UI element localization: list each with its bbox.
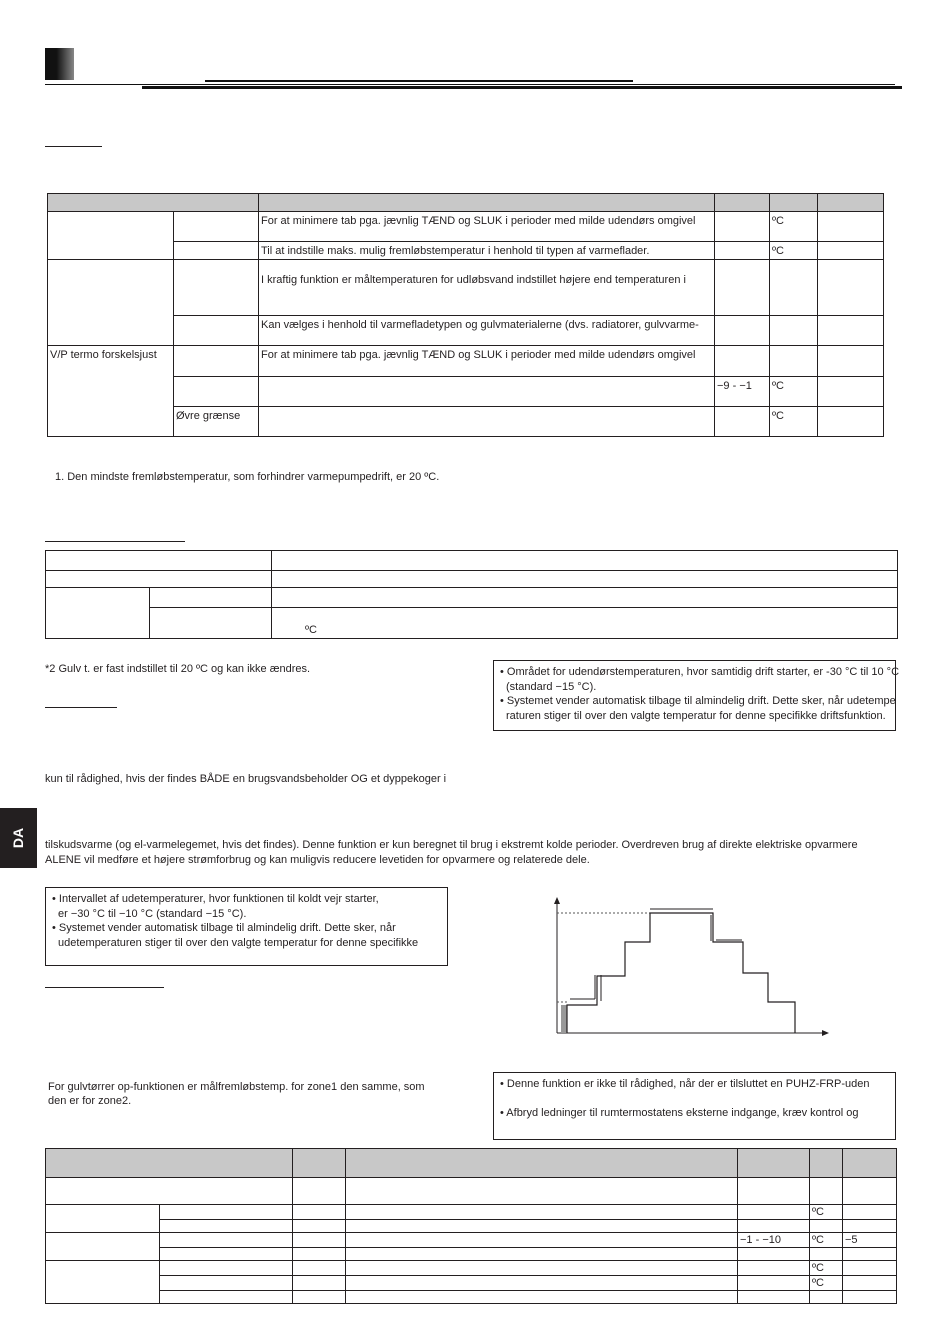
info-line: • Området for udendørstemperaturen, hvor samtidig drift starter, er -30 °C til 10 °C	[500, 666, 900, 678]
table-row	[48, 242, 884, 260]
table-header-row	[46, 1149, 897, 1178]
table-row	[48, 346, 884, 377]
table-cell	[770, 260, 818, 316]
table-cell	[174, 377, 259, 407]
table-row	[46, 1233, 897, 1248]
table-cell	[770, 346, 818, 377]
table-cell	[715, 407, 770, 437]
table-cell	[48, 212, 174, 260]
table-cell: Kan vælges i henhold til varmefladetypen og gulvmaterialerne (dvs. radiatorer, gulvvarme-	[259, 316, 715, 346]
info-box-1	[493, 660, 900, 731]
table-cell	[259, 407, 715, 437]
header-rule-full	[45, 84, 895, 85]
table-cell	[48, 260, 174, 346]
table-cell: ºC	[770, 377, 818, 407]
table-cell	[174, 316, 259, 346]
table-cell: −1 - −10	[738, 1233, 810, 1248]
heading-underline-3	[45, 707, 117, 708]
table-cell	[259, 377, 715, 407]
table-cell	[818, 407, 884, 437]
table-cell	[818, 346, 884, 377]
table-cell: For at minimere tab pga. jævnlig TÆND og SLUK i perioder med milde udendørs omgivel	[259, 346, 715, 377]
table-cell: Øvre grænse	[174, 407, 259, 437]
info-line	[500, 1092, 889, 1106]
table-cell	[715, 242, 770, 260]
language-tab-label: DA	[10, 827, 27, 849]
table-row	[46, 588, 898, 608]
info-line: (standard −15 °C).	[506, 680, 597, 693]
table-cell: −9 - −1	[715, 377, 770, 407]
info-line: • Afbryd ledninger til rumtermostatens eksterne indgange, kræv kontrol og	[500, 1106, 859, 1119]
table-row	[48, 212, 884, 242]
table-cell: ºC	[770, 212, 818, 242]
table-cell	[818, 260, 884, 316]
settings-table-3	[45, 1148, 897, 1304]
table-cell	[770, 316, 818, 346]
heading-underline-1	[45, 146, 102, 147]
table-cell: ºC	[810, 1276, 843, 1291]
table-cell	[818, 377, 884, 407]
settings-table-1	[47, 193, 884, 437]
table-row	[46, 1248, 897, 1261]
paragraph-2-line-2: ALENE vil medføre et højere strømforbrug og kan muligvis reducere levetiden for opvarmere og relaterede dele.	[45, 854, 590, 866]
info-line: er −30 °C til −10 °C (standard −15 °C).	[58, 907, 247, 920]
table-row	[46, 1205, 897, 1220]
table-cell: I kraftig funktion er måltemperaturen for udløbsvand indstillet højere end temperaturen i	[259, 260, 715, 316]
table-cell	[715, 212, 770, 242]
info-line: • Intervallet af udetemperaturer, hvor funktionen til koldt vejr starter,	[52, 893, 379, 905]
table-cell: V/P termo forskelsjust	[48, 346, 174, 437]
language-tab	[0, 808, 37, 868]
section-header-block	[45, 48, 74, 80]
info-line: raturen stiger til over den valgte temperatur for denne specifikke driftsfunktion.	[506, 709, 886, 722]
table-row	[46, 1291, 897, 1304]
table-cell: For at minimere tab pga. jævnlig TÆND og SLUK i perioder med milde udendørs omgivel	[259, 212, 715, 242]
heading-underline-2	[45, 541, 185, 542]
info-line: • Systemet vender automatisk tilbage til almindelig drift. Dette sker, når	[52, 922, 396, 934]
heading-underline-4	[45, 987, 164, 988]
table-row	[48, 377, 884, 407]
table-cell	[174, 242, 259, 260]
table-cell: ºC	[810, 1261, 843, 1276]
info-box-3	[493, 1072, 896, 1140]
table-cell: ºC	[810, 1233, 843, 1248]
paragraph-3-line-2: den er for zone2.	[48, 1095, 132, 1107]
table-cell	[818, 212, 884, 242]
table-cell: Til at indstille maks. mulig fremløbstemperatur i henhold til typen af varmeflader.	[259, 242, 715, 260]
table-row	[46, 1178, 897, 1205]
table-row	[46, 1220, 897, 1233]
table-row	[46, 1276, 897, 1291]
table-cell: ºC	[810, 1205, 843, 1220]
paragraph-3-line-1: For gulvtørrer op-funktionen er målfremløbstemp. for zone1 den samme, som	[48, 1081, 425, 1093]
table-row	[46, 571, 898, 588]
table-cell	[174, 260, 259, 316]
table-cell: ºC	[272, 608, 898, 639]
table-row	[48, 316, 884, 346]
header-rule-top	[205, 80, 633, 82]
table-row	[48, 260, 884, 316]
table-cell	[818, 242, 884, 260]
info-line: udetemperaturen stiger til over den valgte temperatur for denne specifikke	[58, 936, 419, 949]
table-cell: ºC	[770, 407, 818, 437]
table-row	[46, 551, 898, 571]
table-row	[48, 407, 884, 437]
table-cell	[174, 346, 259, 377]
floor-dry-up-step-diagram	[540, 895, 835, 1040]
table-row	[46, 1261, 897, 1276]
footnote-1: 1. Den mindste fremløbstemperatur, som forhindrer varmepumpedrift, er 20 ºC.	[55, 471, 440, 483]
paragraph-2-line-1: tilskudsvarme (og el-varmelegemet, hvis det findes). Denne funktion er kun beregnet til brug i ekstremt kolde perioder. Overdreven brug af direkte elektriske opvarmere	[45, 839, 858, 851]
table-cell	[818, 316, 884, 346]
header-rule-thick	[142, 86, 902, 89]
table-cell: −5	[843, 1233, 897, 1248]
paragraph-1: kun til rådighed, hvis der findes BÅDE en brugsvandsbeholder OG et dyppekoger i	[45, 773, 447, 785]
info-line: • Denne funktion er ikke til rådighed, når der er tilsluttet en PUHZ-FRP-uden	[500, 1078, 870, 1090]
info-line: • Systemet vender automatisk tilbage til almindelig drift. Dette sker, når udetempe	[500, 695, 896, 707]
table-cell	[715, 346, 770, 377]
table-cell	[715, 316, 770, 346]
settings-table-2	[45, 550, 898, 639]
info-box-2	[45, 887, 448, 966]
table-header-row	[48, 194, 884, 212]
table-cell	[174, 212, 259, 242]
table-row	[46, 608, 898, 639]
table-cell: ºC	[770, 242, 818, 260]
footnote-2: *2 Gulv t. er fast indstillet til 20 ºC og kan ikke ændres.	[45, 663, 311, 675]
table-cell	[715, 260, 770, 316]
